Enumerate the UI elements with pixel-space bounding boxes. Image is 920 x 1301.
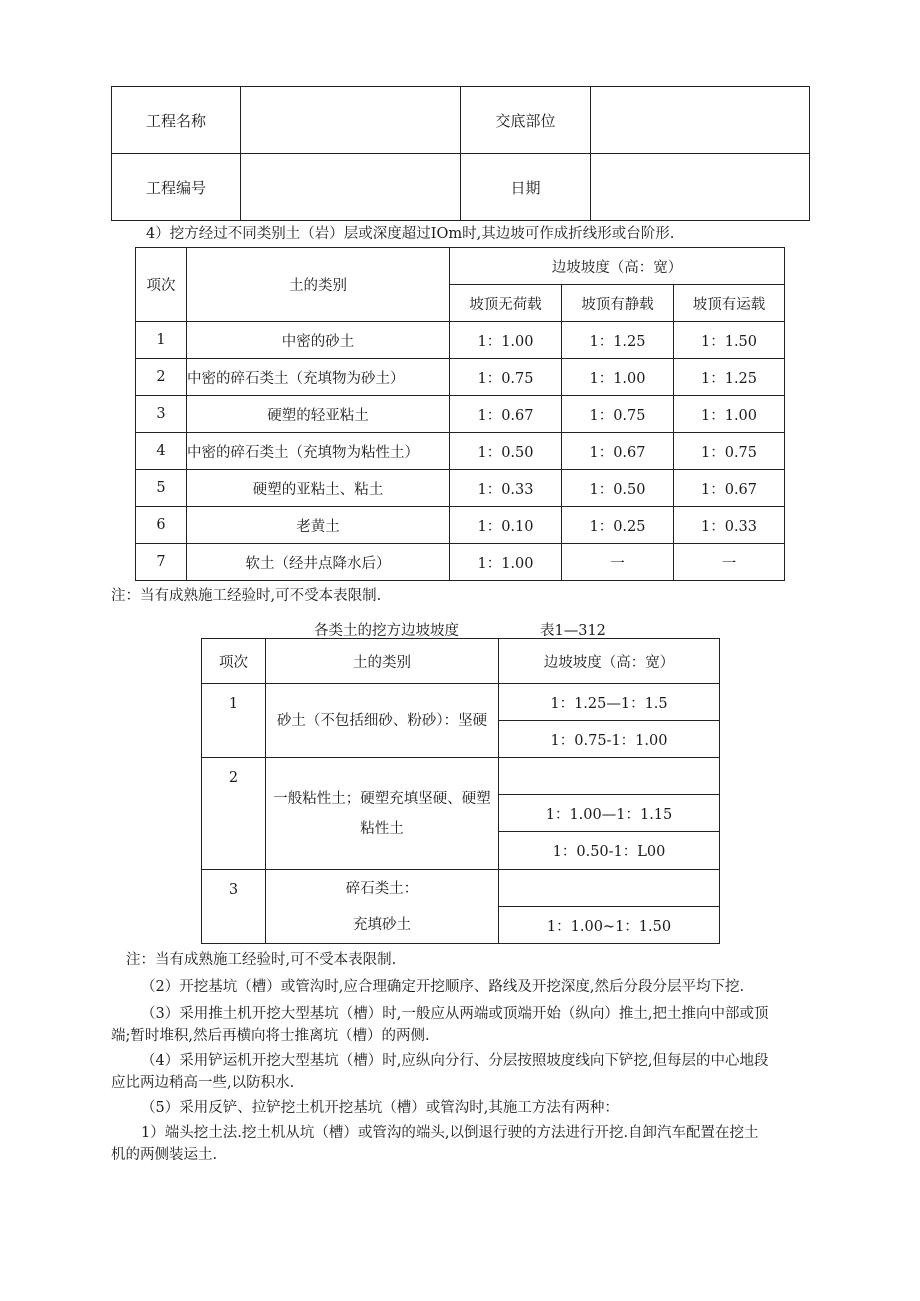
col-static-load: 坡顶有静载	[562, 285, 674, 322]
row-index: 7	[136, 544, 187, 581]
table-row	[136, 470, 785, 507]
table-row	[202, 758, 720, 795]
table-row	[136, 396, 785, 433]
paragraph-4-line1: （4）采用铲运机开挖大型基坑（槽）时,应纵向分行、分层按照坡度线向下铲挖,但每层的中心地段	[141, 1053, 769, 1069]
row-value: 1：1.25	[562, 322, 674, 359]
row-soil-line2: 充填砂土	[353, 916, 411, 933]
row-value: 1：0.75	[450, 359, 562, 396]
row-soil: 中密的碎石类土（充填物为粘性土）	[187, 433, 450, 470]
table-row	[202, 684, 720, 721]
row-value: 1：1.00—1：1.15	[499, 795, 720, 832]
col-index-header: 项次	[136, 248, 187, 322]
row-value: 1：0.50-1：L00	[499, 832, 720, 870]
paragraph-3-line1: （3）采用推土机开挖大型基坑（槽）时,一般应从两端或顶端开始（纵向）推土,把土推向中部或顶	[141, 1006, 769, 1022]
row-value: 1：0.33	[450, 470, 562, 507]
row-value	[499, 758, 720, 795]
row-value: 一	[674, 544, 785, 581]
handover-part-value	[591, 87, 810, 154]
paragraph-3-line2: 端;暂时堆积,然后再横向将士推离坑（槽）的两侧.	[111, 1028, 430, 1044]
row-value: 一	[562, 544, 674, 581]
table2-caption: 各类土的挖方边坡坡度	[314, 623, 459, 639]
project-name-label: 工程名称	[112, 87, 241, 154]
project-number-value	[241, 154, 461, 221]
row-soil: 软土（经井点降水后）	[187, 544, 450, 581]
table-row	[202, 870, 720, 907]
row-index: 2	[202, 758, 266, 870]
table-row	[136, 507, 785, 544]
excavation-slope-table	[201, 638, 720, 944]
row-value: 1：1.00	[674, 396, 785, 433]
paragraph-4-line2: 应比两边稍高一些,以防积水.	[111, 1075, 295, 1091]
row-value: 1：0.50	[562, 470, 674, 507]
table-row	[136, 433, 785, 470]
row-value: 1：0.67	[674, 470, 785, 507]
row-value: 1：1.50	[674, 322, 785, 359]
row-value: 1：1.00	[450, 544, 562, 581]
col-slope-header: 边坡坡度（高：宽）	[450, 248, 785, 285]
row-index: 6	[136, 507, 187, 544]
row-soil: 中密的碎石类土（充填物为砂土）	[187, 359, 450, 396]
row-value: 1：0.75	[674, 433, 785, 470]
row-soil: 砂土（不包括细砂、粉砂）：坚硬	[266, 684, 499, 758]
row-index: 4	[136, 433, 187, 470]
row-value: 1：0.50	[450, 433, 562, 470]
row-value: 1：0.10	[450, 507, 562, 544]
paragraph-6-line2: 机的两侧装运土.	[111, 1147, 218, 1163]
row-index: 1	[136, 322, 187, 359]
row-soil-line1: 碎石类土：	[345, 880, 419, 897]
table-row	[136, 359, 785, 396]
table-header-row	[136, 248, 785, 285]
row-soil: 硬塑的轻亚粘土	[187, 396, 450, 433]
slope-table-note: 注：当有成熟施工经验时,可不受本表限制.	[111, 588, 382, 604]
paragraph-6-line1: 1）端头挖土法.挖土机从坑（槽）或管沟的端头,以倒退行驶的方法进行开挖.自卸汽车配置在挖土	[141, 1125, 759, 1141]
col-soil-header: 土的类别	[266, 639, 499, 684]
col-slope-header: 边坡坡度（高：宽）	[499, 639, 720, 684]
table-row	[112, 87, 810, 154]
date-value	[591, 154, 810, 221]
row-value: 1：0.67	[450, 396, 562, 433]
row-value: 1：0.67	[562, 433, 674, 470]
row-soil: 硬塑的亚粘土、粘土	[187, 470, 450, 507]
row-value: 1：1.00	[562, 359, 674, 396]
row-value: 1：0.25	[562, 507, 674, 544]
paragraph-2: （2）开挖基坑（槽）或管沟时,应合理确定开挖顺序、路线及开挖深度,然后分段分层平均下挖.	[141, 979, 745, 995]
table-header-row	[202, 639, 720, 684]
row-soil: 一般粘性土；硬塑充填坚硬、硬塑粘性土	[266, 758, 499, 870]
header-table	[111, 86, 810, 221]
table2-note: 注：当有成熟施工经验时,可不受本表限制.	[126, 952, 397, 968]
project-name-value	[241, 87, 461, 154]
row-value: 1：1.25	[674, 359, 785, 396]
row-value: 1：1.00	[450, 322, 562, 359]
col-soil-header: 土的类别	[187, 248, 450, 322]
row-value: 1：0.75	[562, 396, 674, 433]
row-index: 5	[136, 470, 187, 507]
col-index-header: 项次	[202, 639, 266, 684]
row-value: 1：1.00~1：1.50	[499, 907, 720, 944]
col-moving-load: 坡顶有运载	[674, 285, 785, 322]
row-value: 1：0.33	[674, 507, 785, 544]
table-row	[136, 544, 785, 581]
project-number-label: 工程编号	[112, 154, 241, 221]
row-index: 3	[202, 870, 266, 944]
row-value: 1：1.25—1：1.5	[499, 684, 720, 721]
row-index: 2	[136, 359, 187, 396]
row-soil	[266, 870, 499, 944]
paragraph-5: （5）采用反铲、拉铲挖土机开挖基坑（槽）或管沟时,其施工方法有两种：	[141, 1100, 619, 1116]
table-row	[112, 154, 810, 221]
row-soil: 老黄土	[187, 507, 450, 544]
table-row	[136, 322, 785, 359]
row-value	[499, 870, 720, 907]
col-no-load: 坡顶无荷载	[450, 285, 562, 322]
handover-part-label: 交底部位	[461, 87, 591, 154]
slope-table	[135, 247, 785, 581]
row-value: 1：0.75-1：1.00	[499, 721, 720, 758]
table2-number: 表1—312	[540, 623, 606, 639]
intro-line: 4）挖方经过不同类别土（岩）层或深度超过IOm时,其边坡可作成折线形或台阶形.	[146, 226, 675, 242]
row-soil: 中密的砂土	[187, 322, 450, 359]
date-label: 日期	[461, 154, 591, 221]
row-index: 1	[202, 684, 266, 758]
row-index: 3	[136, 396, 187, 433]
